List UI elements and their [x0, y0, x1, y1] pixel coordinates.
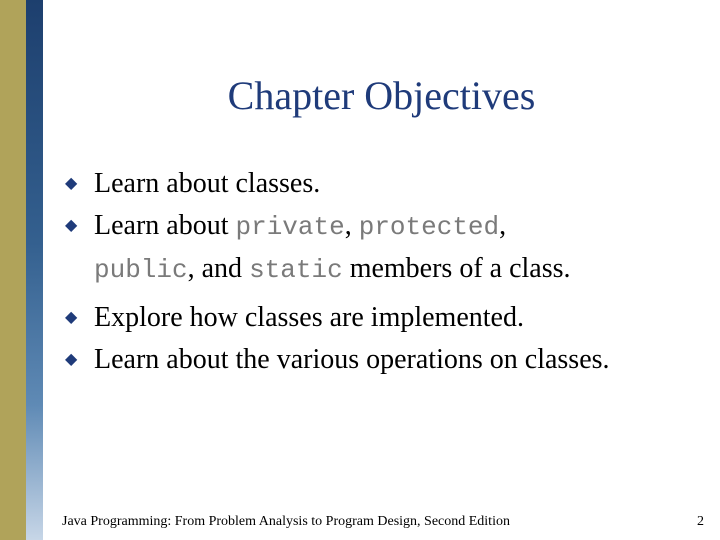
sidebar-gold-stripe — [0, 0, 26, 540]
code-keyword-protected: protected — [358, 212, 500, 242]
bullet-text: Explore how classes are implemented. — [94, 302, 524, 333]
page-number: 2 — [697, 514, 704, 529]
bullet-item-2 — [62, 205, 702, 291]
bullet-text: Learn about — [94, 210, 236, 241]
bullet-item-1 — [62, 163, 702, 205]
slide-title: Chapter Objectives — [227, 73, 536, 118]
bullet-text: Learn about the various operations on classes. — [94, 344, 610, 375]
bullet-text: members of a class. — [342, 253, 571, 284]
bullet-list — [62, 163, 702, 381]
sidebar-blue-stripe — [26, 0, 43, 540]
bullet-diamond-icon: ◆ — [65, 175, 78, 192]
bullet-diamond-icon: ◆ — [65, 351, 78, 368]
code-keyword-static: static — [249, 255, 343, 285]
bullet-text: , — [344, 210, 359, 241]
code-keyword-public: public — [94, 255, 188, 285]
bullet-text: , and — [187, 253, 250, 284]
code-keyword-private: private — [235, 212, 345, 242]
bullet-text: , — [499, 210, 507, 241]
bullet-text: Learn about classes. — [94, 168, 321, 199]
bullet-diamond-icon: ◆ — [65, 309, 78, 326]
slide-footer: Java Programming: From Problem Analysis to Program Design, Second Edition — [62, 514, 510, 529]
bullet-item-4 — [62, 339, 702, 381]
bullet-diamond-icon: ◆ — [65, 217, 78, 234]
bullet-item-3 — [62, 297, 702, 339]
